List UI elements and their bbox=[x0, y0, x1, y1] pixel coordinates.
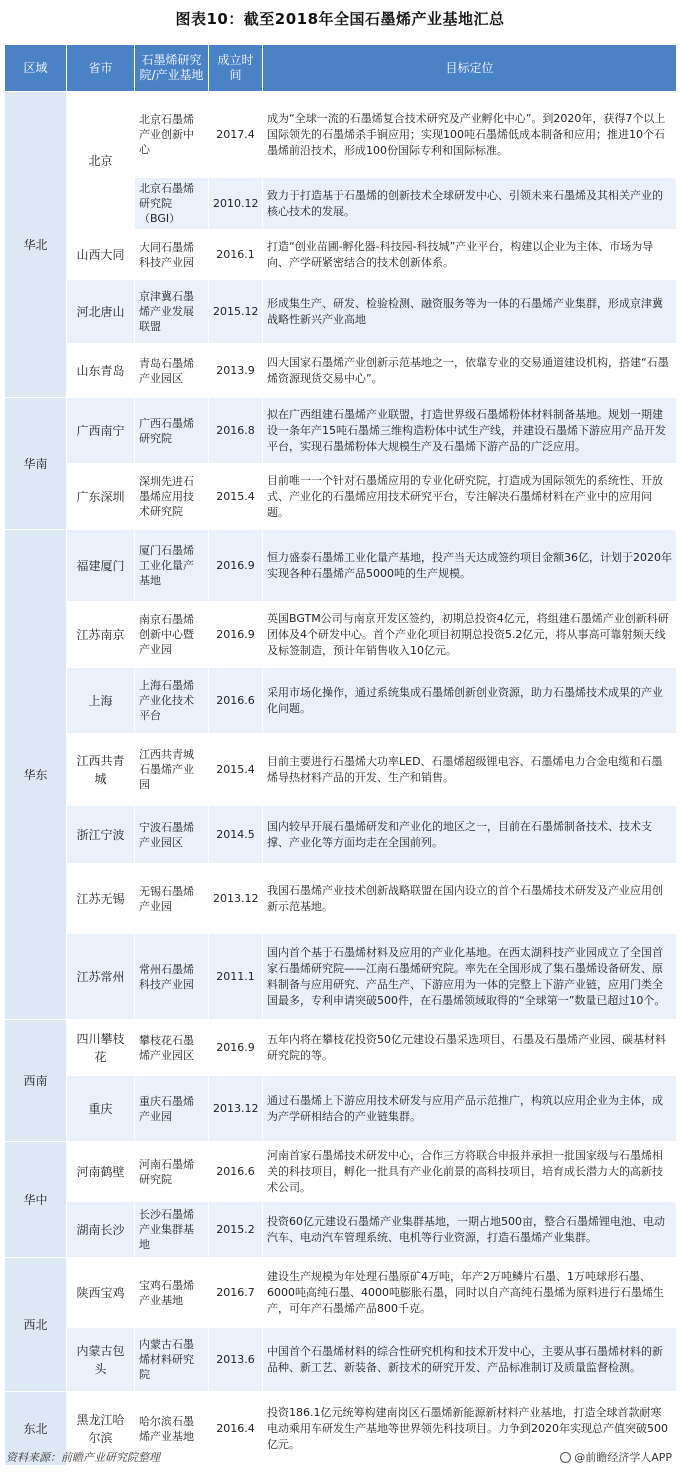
table-row bbox=[5, 1142, 677, 1202]
table-row bbox=[5, 230, 677, 280]
table-row bbox=[5, 344, 677, 398]
city-cell: 江西共青城 bbox=[67, 734, 135, 806]
city-cell: 广东深圳 bbox=[67, 464, 135, 530]
org-cell: 常州石墨烯科技产业园 bbox=[135, 934, 209, 1020]
city-cell: 山西大同 bbox=[67, 230, 135, 280]
city-cell: 陕西宝鸡 bbox=[67, 1258, 135, 1328]
date-cell: 2015.12 bbox=[209, 280, 263, 344]
table-row bbox=[5, 864, 677, 934]
table-row bbox=[5, 1076, 677, 1142]
header-region: 区域 bbox=[5, 45, 67, 92]
table-row bbox=[5, 280, 677, 344]
date-cell: 2011.1 bbox=[209, 934, 263, 1020]
date-cell: 2015.4 bbox=[209, 464, 263, 530]
goal-cell: 采用市场化操作，通过系统集成石墨烯创新创业资源，助力石墨烯技术成果的产业化问题。 bbox=[263, 668, 677, 734]
org-cell: 河南石墨烯研究院 bbox=[135, 1142, 209, 1202]
goal-cell: 国内首个基于石墨烯材料及应用的产业化基地。在西太湖科技产业园成立了全国首家石墨烯研究院——江南石墨烯研究院。率先在全国形成了集石墨烯设备研发、原料制备与应用研究、产品生产、下游应用为一体的完整上下游产业链，应用门类全国最多，专利申请突破500件，在石墨烯领域取得的“全球第一”数量已超过10个。 bbox=[263, 934, 677, 1020]
city-cell: 广西南宁 bbox=[67, 398, 135, 464]
date-cell: 2015.4 bbox=[209, 734, 263, 806]
table-header-row bbox=[5, 45, 677, 92]
table-row bbox=[5, 1202, 677, 1258]
goal-cell: 拟在广西组建石墨烯产业联盟，打造世界级石墨烯粉体材料制备基地。规划一期建设一条年产15吨石墨烯三维构造粉体中试生产线，并建设石墨烯下游应用产品开发平台，实现石墨烯粉体大规模生产及石墨烯下游产品的广泛应用。 bbox=[263, 398, 677, 464]
date-cell: 2016.6 bbox=[209, 1142, 263, 1202]
table-row bbox=[5, 806, 677, 864]
org-cell: 北京石墨烯产业创新中心 bbox=[135, 92, 209, 178]
table-row bbox=[5, 92, 677, 178]
date-cell: 2016.7 bbox=[209, 1258, 263, 1328]
city-cell: 浙江宁波 bbox=[67, 806, 135, 864]
chart-title: 图表10：截至2018年全国石墨烯产业基地汇总 bbox=[175, 10, 505, 28]
date-cell: 2016.4 bbox=[209, 1392, 263, 1466]
table-row bbox=[5, 1328, 677, 1392]
org-cell: 京津冀石墨烯产业发展联盟 bbox=[135, 280, 209, 344]
goal-cell: 建设生产规模为年处理石墨原矿4万吨，年产2万吨鳞片石墨、1万吨球形石墨、6000吨高纯石墨、4000吨膨胀石墨，同时以自产高纯石墨烯为原料进行石墨烯生产，可年产石墨烯产品800千克。 bbox=[263, 1258, 677, 1328]
goal-cell: 我国石墨烯产业技术创新战略联盟在国内设立的首个石墨烯技术研发及产业应用创新示范基地。 bbox=[263, 864, 677, 934]
org-cell: 北京石墨烯研究院（BGI） bbox=[135, 178, 209, 230]
date-cell: 2013.6 bbox=[209, 1328, 263, 1392]
org-cell: 广西石墨烯研究院 bbox=[135, 398, 209, 464]
date-cell: 2013.9 bbox=[209, 344, 263, 398]
table-row bbox=[5, 602, 677, 668]
date-cell: 2016.6 bbox=[209, 668, 263, 734]
source-note: 资料来源：前瞻产业研究院整理 bbox=[6, 1451, 160, 1464]
goal-cell: 五年内将在攀枝花投资50亿元建设石墨采选项目、石墨及石墨烯产业园、碳基材料研究院的等。 bbox=[263, 1020, 677, 1076]
city-cell: 河南鹤壁 bbox=[67, 1142, 135, 1202]
city-cell: 山东青岛 bbox=[67, 344, 135, 398]
org-cell: 无锡石墨烯产业园 bbox=[135, 864, 209, 934]
table-row bbox=[5, 398, 677, 464]
org-cell: 南京石墨烯创新中心暨产业园 bbox=[135, 602, 209, 668]
table-body bbox=[5, 92, 677, 1466]
date-cell: 2013.12 bbox=[209, 1076, 263, 1142]
city-cell: 四川攀枝花 bbox=[67, 1020, 135, 1076]
org-cell: 哈尔滨石墨烯产业基地 bbox=[135, 1392, 209, 1466]
org-cell: 重庆石墨烯产业园 bbox=[135, 1076, 209, 1142]
region-cell: 华北 bbox=[5, 92, 67, 398]
region-cell: 东北 bbox=[5, 1392, 67, 1466]
city-cell: 福建厦门 bbox=[67, 530, 135, 602]
org-cell: 大同石墨烯科技产业园 bbox=[135, 230, 209, 280]
goal-cell: 成为“全球一流的石墨烯复合技术研究及产业孵化中心”。到2020年，获得7个以上国际领先的石墨烯杀手锏应用；实现100吨石墨烯低成本制备和应用；推进10个石墨烯前沿技术，形成100份国际专利和国际标准。 bbox=[263, 92, 677, 178]
header-date: 成立时间 bbox=[209, 45, 263, 92]
date-cell: 2015.2 bbox=[209, 1202, 263, 1258]
city-cell: 重庆 bbox=[67, 1076, 135, 1142]
region-cell: 华南 bbox=[5, 398, 67, 530]
goal-cell: 国内较早开展石墨烯研发和产业化的地区之一，目前在石墨烯制备技术、技术支撑、产业化等方面均走在全国前列。 bbox=[263, 806, 677, 864]
goal-cell: 目前唯一一个针对石墨烯应用的专业化研究院，打造成为国际领先的系统性、开放式、产业化的石墨烯应用技术研究平台，专注解决石墨烯材料在产业中的应用问题。 bbox=[263, 464, 677, 530]
org-cell: 上海石墨烯产业化技术平台 bbox=[135, 668, 209, 734]
org-cell: 厦门石墨烯工业化量产基地 bbox=[135, 530, 209, 602]
goal-cell: 中国首个石墨烯材料的综合性研究机构和技术开发中心，主要从事石墨烯材料的新品种、新工艺、新装备、新技术的研究开发、产品标准制订及质量监督检测。 bbox=[263, 1328, 677, 1392]
header-city: 省市 bbox=[67, 45, 135, 92]
org-cell: 长沙石墨烯产业集群基地 bbox=[135, 1202, 209, 1258]
date-cell: 2017.4 bbox=[209, 92, 263, 178]
org-cell: 攀枝花石墨烯产业园区 bbox=[135, 1020, 209, 1076]
goal-cell: 打造“创业苗圃-孵化器-科技园-科技城”产业平台，构建以企业为主体、市场为导向、产学研紧密结合的技术创新体系。 bbox=[263, 230, 677, 280]
city-cell: 内蒙古包头 bbox=[67, 1328, 135, 1392]
date-cell: 2014.5 bbox=[209, 806, 263, 864]
graphene-base-table bbox=[4, 44, 677, 1466]
city-cell: 北京 bbox=[67, 92, 135, 230]
city-cell: 上海 bbox=[67, 668, 135, 734]
region-cell: 华中 bbox=[5, 1142, 67, 1258]
brand-credit bbox=[560, 1449, 672, 1465]
goal-cell: 致力于打造基于石墨烯的创新技术全球研发中心、引领未来石墨烯及其相关产业的核心技术的发展。 bbox=[263, 178, 677, 230]
date-cell: 2016.9 bbox=[209, 530, 263, 602]
goal-cell: 形成集生产、研发、检验检测、融资服务等为一体的石墨烯产业集群，形成京津冀战略性新兴产业高地 bbox=[263, 280, 677, 344]
org-cell: 内蒙古石墨烯材料研究院 bbox=[135, 1328, 209, 1392]
goal-cell: 投资186.1亿元统筹构建南岗区石墨烯新能源新材料产业基地，打造全球首款耐寒电动乘用车研发生产基地等世界领先科技项目。力争到2020年实现总产值突破500亿元。 bbox=[263, 1392, 677, 1466]
org-cell: 深圳先进石墨烯应用技术研究院 bbox=[135, 464, 209, 530]
brand-logo-icon bbox=[560, 1452, 571, 1463]
date-cell: 2016.1 bbox=[209, 230, 263, 280]
city-cell: 湖南长沙 bbox=[67, 1202, 135, 1258]
date-cell: 2016.9 bbox=[209, 1020, 263, 1076]
date-cell: 2010.12 bbox=[209, 178, 263, 230]
table-row bbox=[5, 734, 677, 806]
city-cell: 江苏常州 bbox=[67, 934, 135, 1020]
goal-cell: 英国BGTM公司与南京开发区签约，初期总投资4亿元，将组建石墨烯产业创新科研团体及4个研发中心。首个产业化项目初期总投资5.2亿元，将从事高可靠射频天线及标签制造，预计年销售收入10亿元。 bbox=[263, 602, 677, 668]
org-cell: 江西共青城石墨烯产业园 bbox=[135, 734, 209, 806]
goal-cell: 投资60亿元建设石墨烯产业集群基地，一期占地500亩，整合石墨烯锂电池、电动汽车、电动汽车管理系统、电机等行业资源，打造石墨烯产业集群。 bbox=[263, 1202, 677, 1258]
goal-cell: 恒力盛泰石墨烯工业化量产基地，投产当天达成签约项目金额36亿，计划于2020年实现各种石墨烯产品5000吨的生产规模。 bbox=[263, 530, 677, 602]
header-goal: 目标定位 bbox=[263, 45, 677, 92]
date-cell: 2016.8 bbox=[209, 398, 263, 464]
table-row bbox=[5, 464, 677, 530]
table-row bbox=[5, 934, 677, 1020]
table-row bbox=[5, 1258, 677, 1328]
date-cell: 2013.12 bbox=[209, 864, 263, 934]
goal-cell: 河南首家石墨烯技术研发中心，合作三方将联合申报并承担一批国家级与石墨烯相关的科技项目，孵化一批具有产业化前景的高科技项目，培育成长潜力大的高新技术公司。 bbox=[263, 1142, 677, 1202]
table-row bbox=[5, 530, 677, 602]
goal-cell: 目前主要进行石墨烯大功率LED、石墨烯超级锂电容、石墨烯电力合金电缆和石墨烯导热材料产品的开发、生产和销售。 bbox=[263, 734, 677, 806]
city-cell: 江苏无锡 bbox=[67, 864, 135, 934]
region-cell: 西南 bbox=[5, 1020, 67, 1142]
org-cell: 宝鸡石墨烯产业基地 bbox=[135, 1258, 209, 1328]
city-cell: 黑龙江哈尔滨 bbox=[67, 1392, 135, 1466]
date-cell: 2016.9 bbox=[209, 602, 263, 668]
city-cell: 河北唐山 bbox=[67, 280, 135, 344]
table-row bbox=[5, 1020, 677, 1076]
region-cell: 西北 bbox=[5, 1258, 67, 1392]
goal-cell: 通过石墨烯上下游应用技术研发与应用产品示范推广，构筑以应用企业为主体，成为产学研相结合的产业链集群。 bbox=[263, 1076, 677, 1142]
brand-credit-text: @前瞻经济学人APP bbox=[574, 1451, 672, 1464]
goal-cell: 四大国家石墨烯产业创新示范基地之一，依靠专业的交易通道建设机构，搭建“石墨烯资源现货交易中心”。 bbox=[263, 344, 677, 398]
region-cell: 华东 bbox=[5, 530, 67, 1020]
org-cell: 青岛石墨烯产业园区 bbox=[135, 344, 209, 398]
table-row bbox=[5, 668, 677, 734]
header-org: 石墨烯研究院/产业基地 bbox=[135, 45, 209, 92]
city-cell: 江苏南京 bbox=[67, 602, 135, 668]
org-cell: 宁波石墨烯产业园区 bbox=[135, 806, 209, 864]
